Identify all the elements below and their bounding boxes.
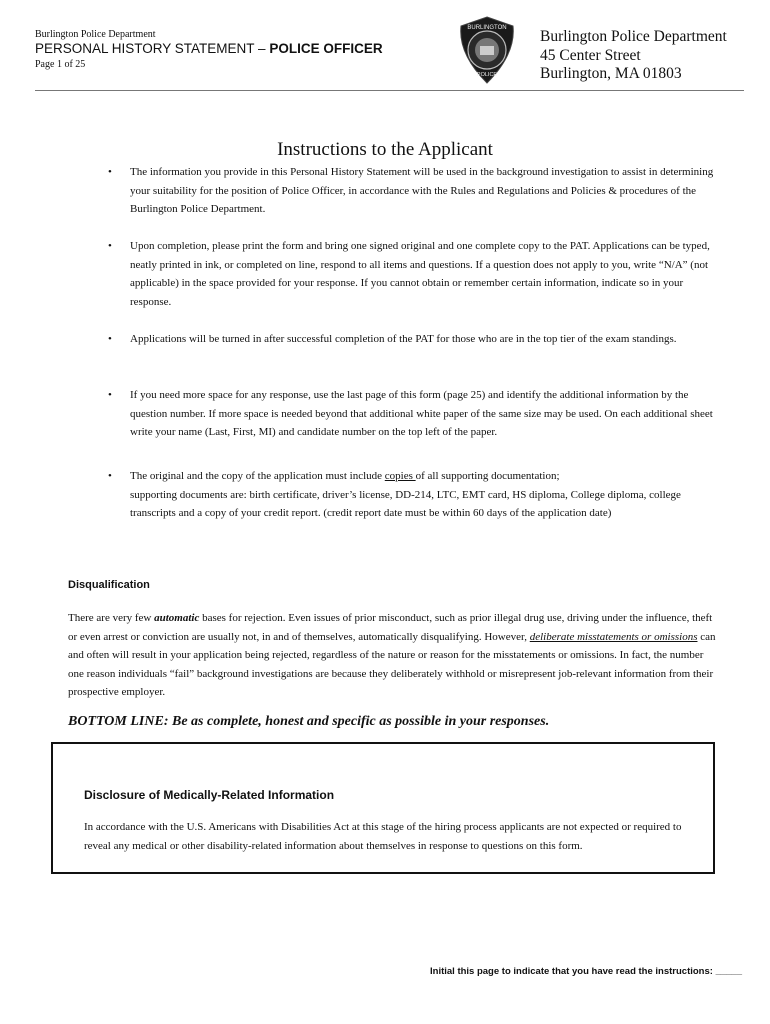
disqualification-paragraph: There are very few automatic bases for rejection. Even issues of prior misconduct, such as prior illegal drug use, driving under the influence, theft or even arrest or conviction are usually not, in and of themselves, automatically disqualifying. However, deliberate misstatements or omissions can and often will result in your application being rejected, regardless of the nature or reason for the misstatements or omissions. In fact, the number one reason individuals “fail” background investigations are because they deliberately withhold or misrepresent job-relevant information from their prospective employer. (68, 612, 716, 699)
seal-top-text: BURLINGTON (467, 25, 507, 31)
bullet-icon: • (108, 333, 112, 345)
disclosure-text: In accordance with the U.S. Americans with Disabilities Act at this stage of the hiring process applicants are not expected or required to reveal any medical or other disability-related information about themselves in response to questions on this form. (84, 821, 682, 852)
bullet-icon: • (108, 166, 112, 178)
bullet-icon: • (108, 470, 112, 482)
instruction-text: Upon completion, please print the form and bring one signed original and one complete copy to the PAT. Applications can be typed, neatly printed in ink, or completed on line, respond to all items and questions. If a question does not apply to you, write “N/A” (not applicable) in the space provided for your response. If you cannot obtain or remember certain information, indicate so in your response. (130, 240, 710, 309)
bullet5-underlined: copies (384, 470, 416, 482)
page-title: Instructions to the Applicant (277, 139, 493, 160)
address-street: 45 Center Street (540, 46, 641, 64)
form-title-bold: POLICE OFFICER (269, 41, 383, 56)
bottom-line (68, 714, 549, 730)
form-title (35, 41, 383, 56)
header-department: Burlington Police Department (35, 29, 156, 40)
instruction-text (130, 467, 720, 523)
disclosure-heading: Disclosure of Medically-Related Information (84, 788, 335, 802)
deliberate-misstatements: deliberate misstatements or omissions (529, 630, 698, 643)
automatic-emphasis: automatic (154, 612, 200, 624)
instruction-text: The information you provide in this Personal History Statement will be used in the background investigation to assist in determining your suitability for the position of Police Officer, in accordance with the Rules and Regulations and Policies & procedures of the Burlington Police Department. (130, 166, 714, 216)
address-city: Burlington, MA 01803 (540, 65, 682, 82)
bottom-line-text: : Be as complete, honest and specific as possible in your responses. (163, 714, 550, 729)
bullet-icon: • (108, 240, 112, 252)
instruction-text: Applications will be turned in after successful completion of the PAT for those who are in the top tier of the exam standings. (130, 333, 677, 345)
bullet5-pre: The original and the copy of the application must include (130, 470, 385, 482)
police-seal-icon (456, 16, 518, 84)
bullet5-post: of all supporting documentation; (415, 470, 560, 482)
seal-bottom-text: POLICE (476, 72, 498, 78)
instruction-text: If you need more space for any response, use the last page of this form (page 25) and identify the additional information by the question number. If more space is needed beyond that additional white paper of the same size may be used. On each additional sheet write your name (Last, First, MI) and candidate number on the top left of the paper. (130, 389, 713, 439)
form-title-plain: PERSONAL HISTORY STATEMENT – (35, 41, 270, 56)
disqualification-heading: Disqualification (68, 579, 150, 591)
address-name: Burlington Police Department (540, 28, 727, 45)
department-address (540, 28, 727, 84)
page-number: Page 1 of 25 (35, 59, 86, 70)
bullet-icon: • (108, 389, 112, 401)
bottom-line-label: BOTTOM LINE (68, 714, 164, 729)
header-divider (35, 90, 744, 91)
bullet5-line2: supporting documents are: birth certificate, driver’s license, DD-214, LTC, EMT card, HS diploma, College diploma, college transcripts and a copy of your credit report. (credit report date must be within 60 days of the application date) (130, 488, 681, 520)
initial-line[interactable]: Initial this page to indicate that you have read the instructions: _____ (430, 966, 742, 977)
